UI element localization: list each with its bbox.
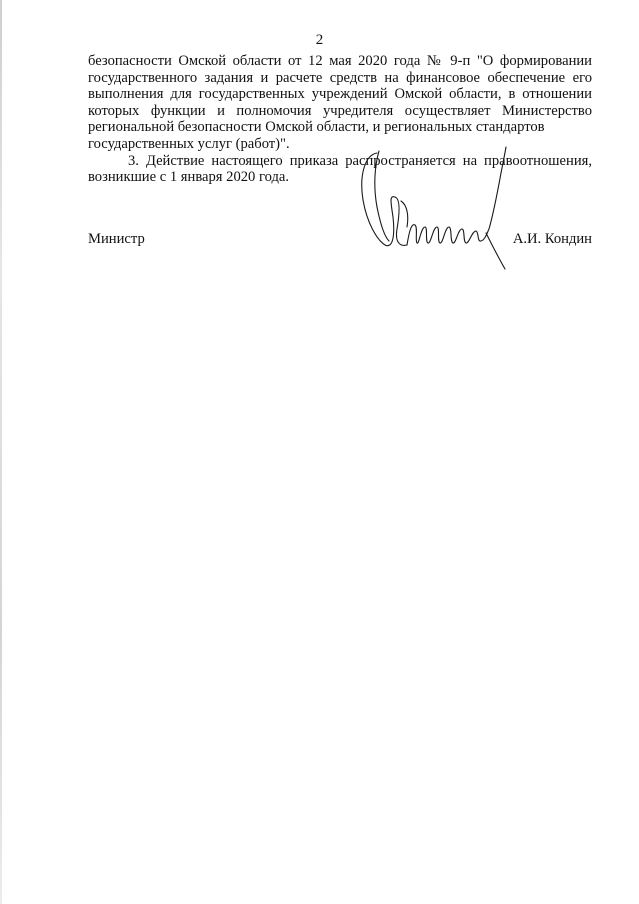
position-title: Министр bbox=[88, 231, 145, 247]
signature-descender bbox=[486, 233, 505, 269]
paragraph-1-line-6: государственных услуг (работ)". bbox=[88, 135, 290, 152]
scan-edge-shadow bbox=[0, 0, 2, 904]
paragraph-1-line-1: безопасности Омской области от 12 мая 2020 года № 9-п "О формировании bbox=[88, 53, 592, 69]
signer-name: А.И. Кондин bbox=[512, 231, 592, 247]
paragraph-1-line-4: которых функции и полномочия учредителя осуществляет Министерство bbox=[88, 102, 592, 119]
signature-tail-stroke bbox=[489, 147, 506, 229]
paragraph-2 bbox=[88, 153, 592, 186]
paragraph-1-line-3: выполнения для государственных учреждений Омской области, в отношении bbox=[88, 86, 592, 103]
handwritten-signature bbox=[355, 145, 515, 275]
paragraph-2-line-1: 3. Действие настоящего приказа распространяется на правоотношения, bbox=[128, 152, 592, 169]
signature-block bbox=[88, 230, 592, 250]
page-number: 2 bbox=[315, 32, 324, 48]
signature-left-edge bbox=[375, 151, 389, 241]
paragraph-1-line-2: государственного задания и расчете средств на финансовое обеспечение его bbox=[88, 69, 592, 86]
signature-strokes bbox=[362, 147, 506, 269]
paragraph-1 bbox=[88, 53, 592, 153]
paragraph-1-line-5: региональной безопасности Омской области, и региональных стандартов bbox=[88, 119, 545, 136]
paragraph-2-line-2: возникшие с 1 января 2020 года. bbox=[88, 169, 290, 186]
signature-outer-loop bbox=[362, 153, 407, 246]
signature-squiggle bbox=[407, 225, 489, 245]
signature-inner-flourish bbox=[401, 201, 408, 227]
document-body bbox=[88, 53, 592, 186]
